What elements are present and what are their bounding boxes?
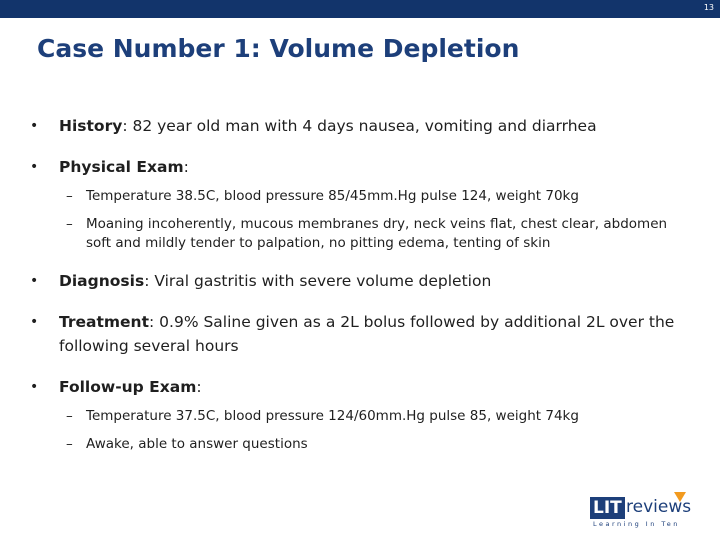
followup-item-text: Temperature 37.5C, blood pressure 124/60mm.Hg pulse 85, weight 74kg (86, 408, 579, 424)
followup-item-1 (30, 407, 680, 426)
slide-number: 13 (703, 3, 714, 12)
bullet-follow-up-exam (30, 375, 680, 399)
top-bar (0, 0, 720, 18)
logo-reviews: reviews (626, 497, 692, 517)
slide-content (30, 114, 680, 454)
bullet-dot: • (30, 314, 39, 330)
exam-text: : (183, 158, 189, 176)
exam-label: Physical Exam (59, 158, 184, 176)
exam-item-text: Temperature 38.5C, blood pressure 85/45mm.Hg pulse 124, weight 70kg (86, 188, 579, 204)
bullet-dot: • (30, 118, 39, 134)
diagnosis-text: : Viral gastritis with severe volume depletion (144, 272, 492, 290)
exam-item-1 (30, 187, 680, 206)
sub-dash: – (66, 188, 73, 204)
bullet-diagnosis (30, 269, 680, 293)
sub-dash: – (66, 216, 73, 232)
bullet-dot: • (30, 379, 39, 395)
slide-title: Case Number 1: Volume Depletion (37, 34, 520, 63)
litreviews-logo (590, 492, 692, 532)
treatment-label: Treatment (59, 313, 150, 331)
followup-label: Follow-up Exam (59, 378, 197, 396)
exam-item-2 (30, 215, 680, 253)
history-label: History (59, 117, 123, 135)
sub-dash: – (66, 408, 73, 424)
bullet-dot: • (30, 273, 39, 289)
bullet-physical-exam (30, 155, 680, 179)
logo-lit: LIT (590, 497, 625, 519)
history-text: : 82 year old man with 4 days nausea, vomiting and diarrhea (122, 117, 597, 135)
exam-item-text: Moaning incoherently, mucous membranes dry, neck veins flat, chest clear, abdomen soft and mildly tender to palpation, no pitting edema, tenting of skin (86, 216, 668, 251)
followup-text: : (196, 378, 202, 396)
logo-tagline: Learning In Ten (593, 520, 680, 528)
followup-item-text: Awake, able to answer questions (86, 436, 308, 452)
bullet-history (30, 114, 680, 138)
diagnosis-label: Diagnosis (59, 272, 145, 290)
bullet-treatment (30, 310, 680, 358)
treatment-text: : 0.9% Saline given as a 2L bolus followed by additional 2L over the following several hours (59, 313, 675, 355)
followup-item-2 (30, 435, 680, 454)
sub-dash: – (66, 436, 73, 452)
bullet-dot: • (30, 159, 39, 175)
